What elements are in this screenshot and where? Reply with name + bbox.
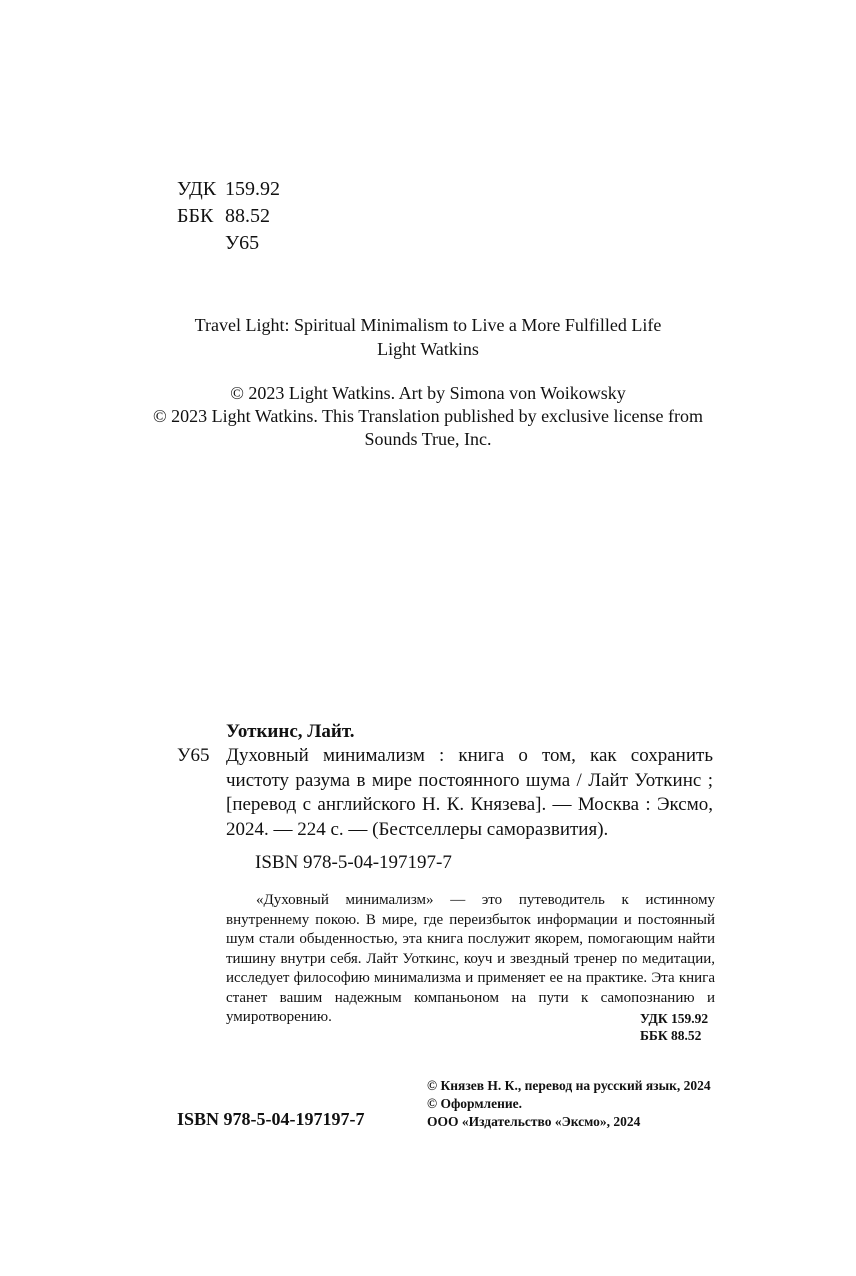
classification-block (177, 176, 280, 257)
card-author-heading: Уоткинс, Лайт. (226, 721, 355, 742)
card-isbn: ISBN 978-5-04-197197-7 (255, 852, 452, 873)
author-mark: У65 (225, 232, 260, 254)
english-copyright-line-1: © 2023 Light Watkins. Art by Simona von Woikowsky (230, 383, 626, 403)
card-description: Духовный минимализм : книга о том, как сохранить чистоту разума в мире постоянного шума / Лайт Уоткинс ; [перевод с английского Н. К. Князева]. — Москва : Эксмо, 2024. — 224 с. — (Бестселлеры саморазвития). (226, 745, 713, 840)
author-mark-row (177, 230, 280, 257)
original-title: Travel Light: Spiritual Minimalism to Live a More Fulfilled Life (194, 315, 662, 335)
english-copyright-line-3: Sounds True, Inc. (364, 429, 492, 449)
bbk-label: ББК (177, 205, 214, 227)
russian-copyright-line-2: © Оформление. (427, 1096, 523, 1111)
bottom-isbn: ISBN 978-5-04-197197-7 (177, 1109, 365, 1129)
udk-row (177, 176, 280, 203)
english-copyright-block (0, 382, 856, 451)
russian-copyright-block (427, 1077, 711, 1131)
english-copyright-line-2: © 2023 Light Watkins. This Translation published by exclusive license from (152, 406, 704, 426)
original-author: Light Watkins (377, 339, 479, 359)
catalog-card (177, 720, 717, 1028)
card-body (177, 744, 717, 842)
russian-copyright-line-1: © Князев Н. К., перевод на русский язык, 2024 (427, 1078, 711, 1093)
annotation-text: «Духовный минимализм» — это путеводитель к истинному внутреннему покою. В мире, где переизбыток информации и постоянный шум стали обыденностью, эта книга послужит якорем, помогающим найти тишину внутри себя. Лайт Уоткинс, коуч и звездный тренер по медитации, исследует философию минимализма и применяет ее на практике. Эта книга станет вашим надежным компаньоном на пути к самопознанию и умиротворению. (226, 892, 715, 1025)
original-title-block (0, 313, 856, 361)
udk-value: 159.92 (225, 178, 280, 200)
udk-label: УДК (177, 178, 217, 200)
card-author-mark: У65 (177, 745, 210, 766)
russian-copyright-line-3: ООО «Издательство «Эксмо», 2024 (427, 1114, 641, 1129)
bbk-value: 88.52 (225, 205, 270, 227)
bbk-row (177, 203, 280, 230)
card-bbk: ББК 88.52 (640, 1028, 702, 1043)
card-classification-codes (640, 1010, 708, 1044)
card-udk: УДК 159.92 (640, 1011, 709, 1026)
